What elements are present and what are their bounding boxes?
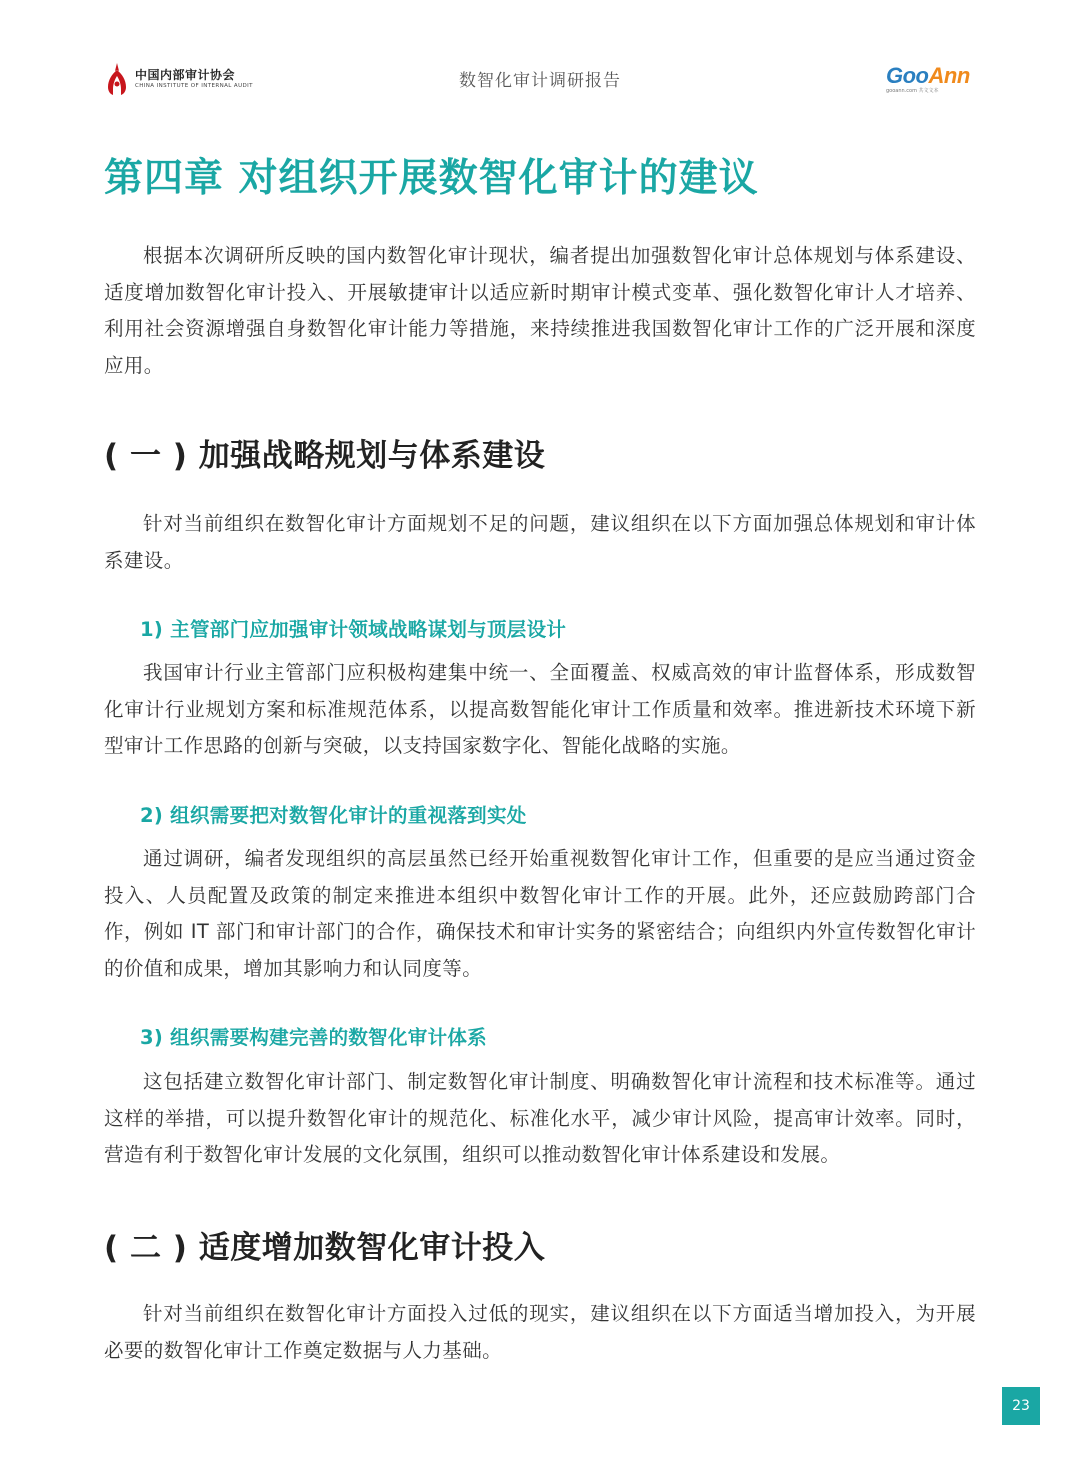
brand-wordmark: GooAnn bbox=[886, 63, 970, 88]
org-name-cn: 中国内部审计协会 bbox=[135, 68, 236, 82]
page-number: 23 bbox=[1002, 1387, 1040, 1425]
section-1-intro-paragraph: 针对当前组织在数智化审计方面规划不足的问题，建议组织在以下方面加强总体规划和审计体系建设。 bbox=[104, 512, 976, 572]
subsection-1-paragraph: 我国审计行业主管部门应积极构建集中统一、全面覆盖、权威高效的审计监督体系，形成数智化审计行业规划方案和标准规范体系，以提高数智能化审计工作质量和效率。推进新技术环境下新型审计工作思路的创新与突破，以支持国家数字化、智能化战略的实施。 bbox=[104, 661, 976, 757]
document-title: 数智化审计调研报告 bbox=[459, 71, 621, 91]
subsection-2-paragraph: 通过调研，编者发现组织的高层虽然已经开始重视数智化审计工作，但重要的是应当通过资金投入、人员配置及政策的制定来推进本组织中数智化审计工作的开展。此外，还应鼓励跨部门合作，例如 IT 部门和审计部门的合作，确保技术和审计实务的紧密结合；向组织内外宣传数智化审计的价值和成果，增加其影响力和认同度等。 bbox=[104, 847, 976, 980]
page-header bbox=[0, 0, 1080, 110]
section-title-1: ( 一 ) 加强战略规划与体系建设 bbox=[104, 438, 546, 474]
chapter-title: 第四章 对组织开展数智化审计的建议 bbox=[104, 156, 759, 201]
subsection-3-paragraph: 这包括建立数智化审计部门、制定数智化审计制度、明确数智化审计流程和技术标准等。通过这样的举措，可以提升数智化审计的规范化、标准化水平，减少审计风险，提高审计效率。同时，营造有利于数智化审计发展的文化氛围，组织可以推动数智化审计体系建设和发展。 bbox=[104, 1070, 976, 1166]
section-2-intro-paragraph: 针对当前组织在数智化审计方面投入过低的现实，建议组织在以下方面适当增加投入，为开展必要的数智化审计工作奠定数据与人力基础。 bbox=[104, 1302, 976, 1362]
subsection-title-2: 2) 组织需要把对数智化审计的重视落到实处 bbox=[140, 804, 527, 827]
org-name-en: CHINA INSTITUTE OF INTERNAL AUDIT bbox=[135, 83, 253, 89]
chapter-intro-paragraph: 根据本次调研所反映的国内数智化审计现状，编者提出加强数智化审计总体规划与体系建设、适度增加数智化审计投入、开展敏捷审计以适应新时期审计模式变革、强化数智化审计人才培养、利用社会资源增强自身数智化审计能力等措施，来持续推进我国数智化审计工作的广泛开展和深度应用。 bbox=[104, 244, 976, 377]
brand-subtitle: gooann.com 共文文本 bbox=[886, 88, 939, 94]
brand-logo bbox=[886, 64, 978, 94]
subsection-title-1: 1) 主管部门应加强审计领域战略谋划与顶层设计 bbox=[140, 618, 567, 641]
section-title-2: ( 二 ) 适度增加数智化审计投入 bbox=[104, 1230, 546, 1266]
subsection-title-3: 3) 组织需要构建完善的数智化审计体系 bbox=[140, 1026, 487, 1049]
